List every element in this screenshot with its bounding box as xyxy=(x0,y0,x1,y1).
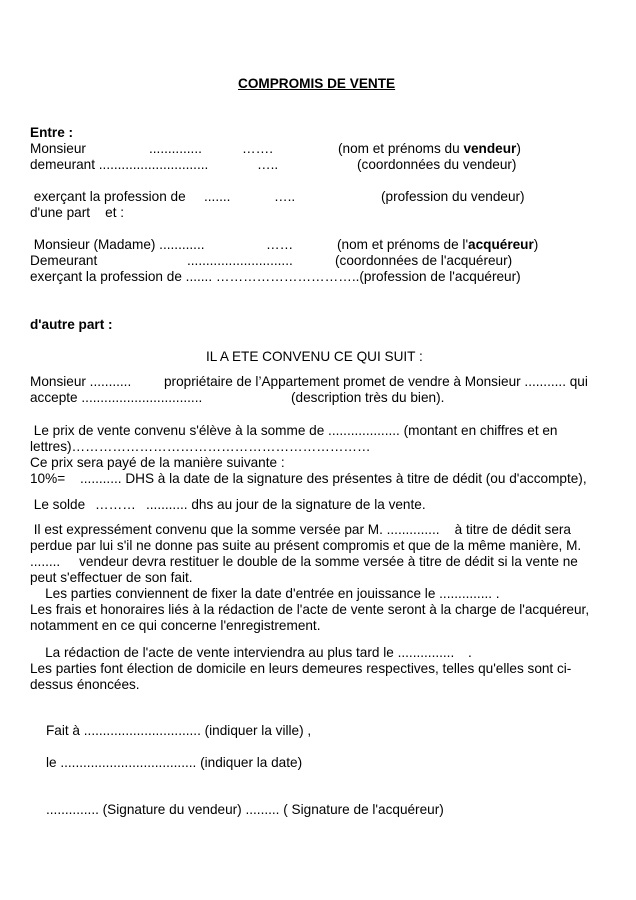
deposit-percent: 10%= xyxy=(30,471,66,486)
buyer-name-note: (nom et prénoms de l'acquéreur) xyxy=(337,237,539,252)
buyer-name-label: Monsieur (Madame) ............ xyxy=(30,237,205,252)
entry-date-line: Les parties conviennent de fixer la date d'entrée en jouissance le .............. . xyxy=(30,586,500,601)
promise-line-2a: accepte ................................ xyxy=(30,390,203,405)
conditions-line-1: Il est expressément convenu que la somme versée par M. .............. à titre de dédit sera xyxy=(30,522,571,537)
seller-name-label: Monsieur xyxy=(30,141,86,156)
seller-profession-note: (profession du vendeur) xyxy=(381,189,525,204)
seller-keyword: vendeur xyxy=(463,141,517,156)
conditions-line-3: ........ vendeur devra restituer le double de la somme versée à titre de dédit si la vente ne xyxy=(30,554,578,569)
buyer-keyword: acquéreur xyxy=(468,237,534,252)
first-part-line: d'une part et : xyxy=(30,205,125,220)
price-line-1: Le prix de vente convenu s'élève à la somme de ................... (montant en chiffres et en xyxy=(30,423,558,438)
price-line-3: Ce prix sera payé de la manière suivante : xyxy=(30,455,285,470)
promise-line-1b: propriétaire de l’Appartement promet de vendre à Monsieur ........... qui xyxy=(164,374,588,389)
agreement-heading: IL A ETE CONVENU CE QUI SUIT : xyxy=(206,349,423,364)
promise-line-2b: (description très du bien). xyxy=(291,390,445,405)
promise-line-1a: Monsieur ........... xyxy=(30,374,132,389)
balance-label: Le solde xyxy=(30,497,86,512)
other-part-heading: d'autre part : xyxy=(30,317,113,332)
domicile-line-2: dessus énoncées. xyxy=(30,677,140,692)
signed-place: Fait à ............................... (indiquer la ville) , xyxy=(46,723,312,738)
buyer-name-dots: …… xyxy=(266,237,294,252)
fees-line-2: notamment en ce qui concerne l'enregistrement. xyxy=(30,618,321,633)
deposit-line: ........... DHS à la date de la signature des présentes à titre de dédit (ou d'accompte), xyxy=(80,471,587,486)
entre-heading: Entre : xyxy=(30,125,74,140)
seller-name-note: (nom et prénoms du vendeur) xyxy=(338,141,521,156)
seller-name-dots: .............. xyxy=(149,141,202,156)
seller-profession-dots: ....... xyxy=(204,189,231,204)
buyer-address-dots: ............................ xyxy=(187,253,293,268)
conditions-line-2: perdue par lui s'il ne donne pas suite au présent compromis et que de la même manière, M. xyxy=(30,538,582,553)
conditions-line-4: peut s'effectuer de son fait. xyxy=(30,570,193,585)
balance-line: ........... dhs au jour de la signature de la vente. xyxy=(146,497,426,512)
seller-profession-dots2: ….. xyxy=(274,189,296,204)
buyer-address-note: (coordonnées de l'acquéreur) xyxy=(335,253,513,268)
price-line-2: lettres)………………………………………………………… xyxy=(30,439,371,454)
seller-address-note: (coordonnées du vendeur) xyxy=(357,157,517,172)
document-title: COMPROMIS DE VENTE xyxy=(238,76,396,91)
signature-line: .............. (Signature du vendeur) ......... ( Signature de l'acquéreur) xyxy=(46,802,444,817)
buyer-address-label: Demeurant xyxy=(30,253,98,268)
signed-date: le .................................... (indiquer la date) xyxy=(46,755,303,770)
buyer-profession-line: exerçant la profession de ....... …………………………..(profession de l'acquéreur) xyxy=(30,269,521,284)
seller-address-dots: ….. xyxy=(257,157,279,172)
domicile-line-1: Les parties font élection de domicile en leurs demeures respectives, telles qu'elles sont ci- xyxy=(30,661,572,676)
seller-address-label: demeurant ............................. xyxy=(30,157,209,172)
fees-line-1: Les frais et honoraires liés à la rédaction de l'acte de vente seront à la charge de l'acquéreur, xyxy=(30,602,590,617)
seller-name-dots2: ……. xyxy=(242,141,273,156)
balance-dots: ……… xyxy=(95,497,136,512)
deed-line-1-end: . xyxy=(468,645,472,660)
deed-line-1: La rédaction de l'acte de vente interviendra au plus tard le ............... xyxy=(30,645,455,660)
seller-profession-label: exerçant la profession de xyxy=(30,189,186,204)
